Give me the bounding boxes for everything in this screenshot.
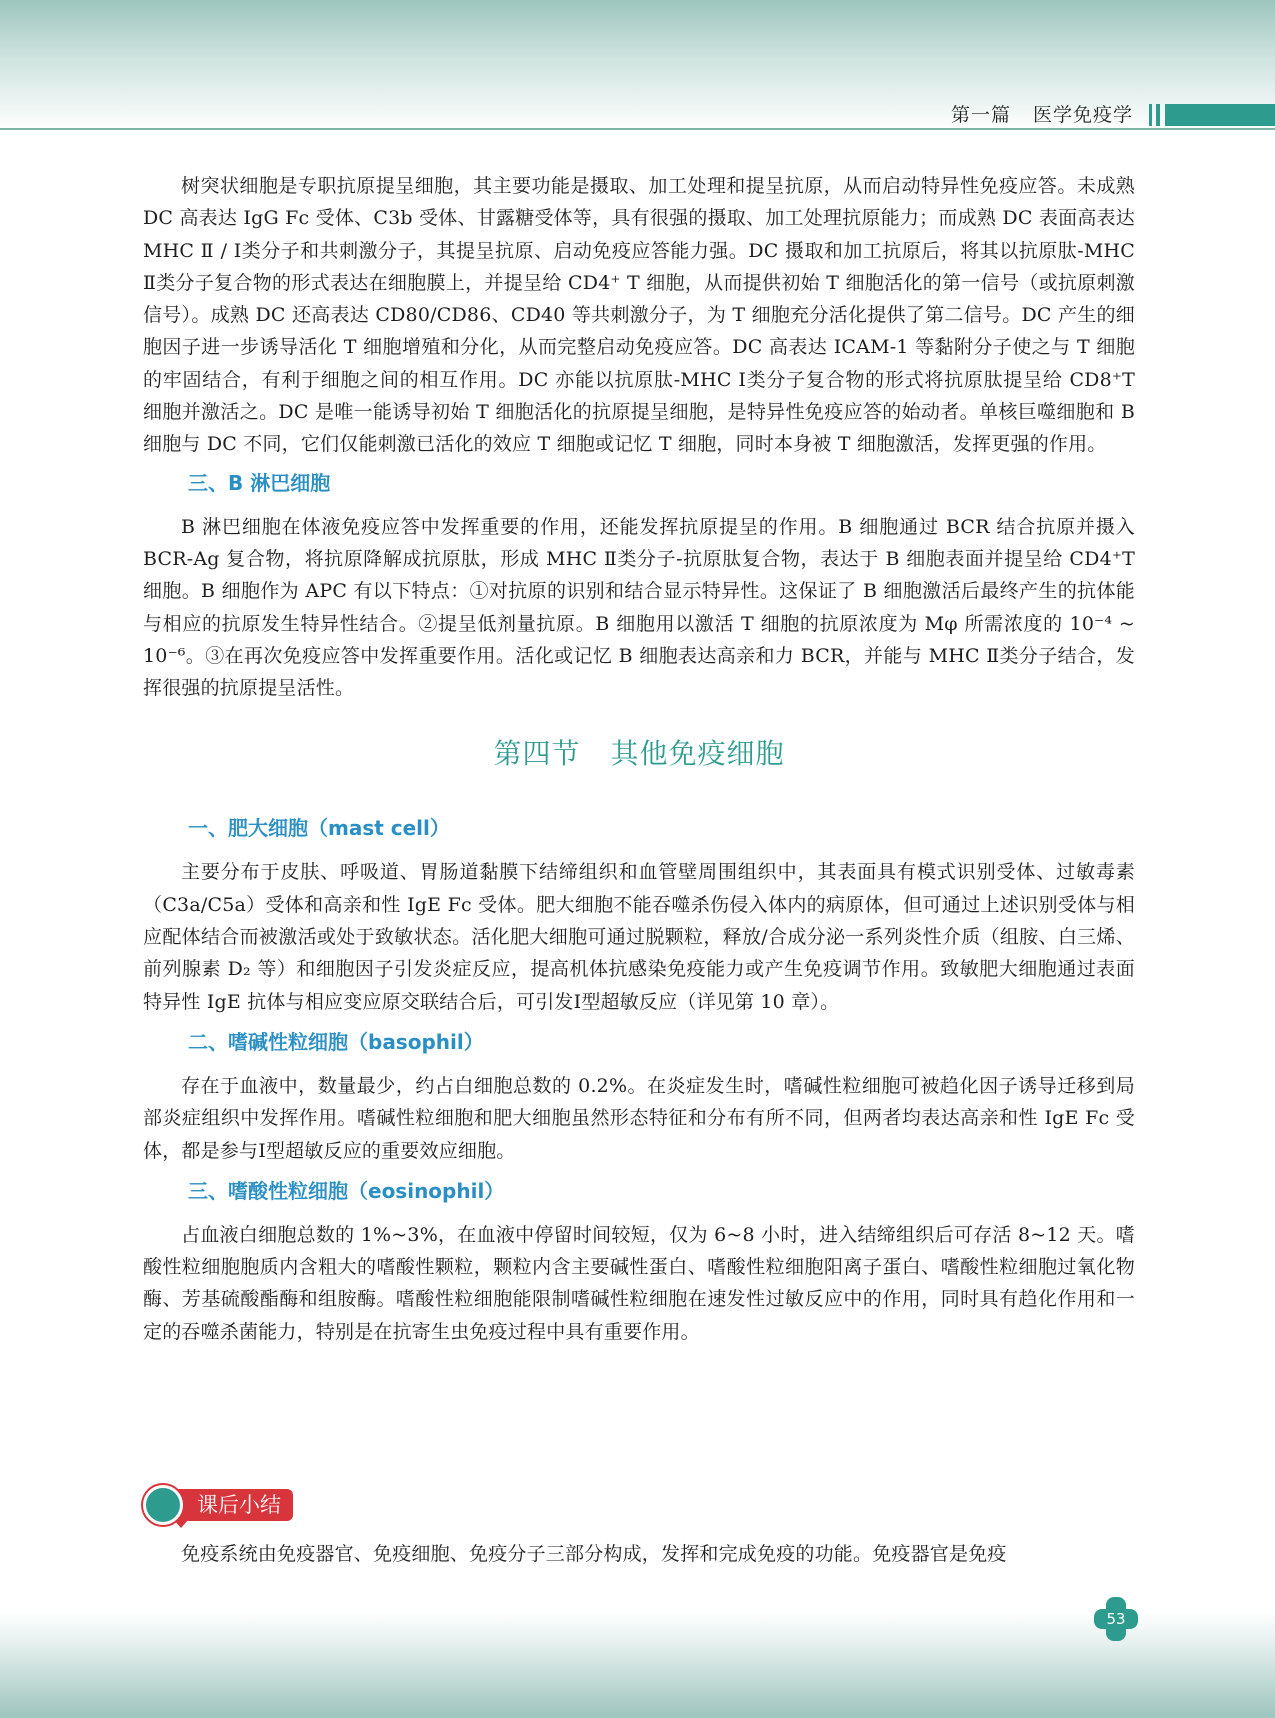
mast-cell-paragraph: 主要分布于皮肤、呼吸道、胃肠道黏膜下结缔组织和血管壁周围组织中，其表面具有模式识别受体、过敏毒素（C3a/C5a）受体和高亲和性 IgE Fc 受体。肥大细胞不能吞噬杀伤侵入体内的病原体，但可通过上述识别受体与相应配体结合而被激活或处于致敏状态。活化肥大细胞可通过脱颗粒，释放/合成分泌一系列炎性介质（组胺、白三烯、前列腺素 D₂ 等）和细胞因子引发炎症反应，提高机体抗感染免疫能力或产生免疫调节作用。致敏肥大细胞通过表面特异性 IgE 抗体与相应变应原交联结合后，可引发Ⅰ型超敏反应（详见第 10 章）。 bbox=[143, 861, 1135, 1013]
section-name: 其他免疫细胞 bbox=[610, 737, 785, 771]
header-title: 医学免疫学 bbox=[1032, 104, 1133, 126]
eosinophil-heading: 三、嗜酸性粒细胞（eosinophil） bbox=[188, 1178, 505, 1203]
page-content bbox=[143, 170, 1135, 1348]
dc-paragraph: 树突状细胞是专职抗原提呈细胞，其主要功能是摄取、加工处理和提呈抗原，从而启动特异性免疫应答。未成熟 DC 高表达 IgG Fc 受体、C3b 受体、甘露糖受体等，具有很强的摄取、加工处理抗原能力；而成熟 DC 表面高表达 MHC Ⅱ / Ⅰ类分子和共刺激分子，其提呈抗原、启动免疫应答能力强。DC 摄取和加工抗原后，将其以抗原肽-MHC Ⅱ类分子复合物的形式表达在细胞膜上，并提呈给 CD4⁺ T 细胞，从而提供初始 T 细胞活化的第一信号（或抗原刺激信号）。成熟 DC 还高表达 CD80/CD86、CD40 等共刺激分子，为 T 细胞充分活化提供了第二信号。DC 产生的细胞因子进一步诱导活化 T 细胞增殖和分化，从而完整启动免疫应答。DC 高表达 ICAM-1 等黏附分子使之与 T 细胞的牢固结合，有利于细胞之间的相互作用。DC 亦能以抗原肽-MHC Ⅰ类分子复合物的形式将抗原肽提呈给 CD8⁺T 细胞并激活之。DC 是唯一能诱导初始 T 细胞活化的抗原提呈细胞，是特异性免疫应答的始动者。单核巨噬细胞和 B 细胞与 DC 不同，它们仅能刺激已活化的效应 T 细胞或记忆 T 细胞，同时本身被 T 细胞激活，发挥更强的作用。 bbox=[143, 175, 1135, 456]
b-lymphocyte-paragraph: B 淋巴细胞在体液免疫应答中发挥重要的作用，还能发挥抗原提呈的作用。B 细胞通过 BCR 结合抗原并摄入 BCR-Ag 复合物，将抗原降解成抗原肽，形成 MHC Ⅱ类分子-抗原肽复合物，表达于 B 细胞表面并提呈给 CD4⁺T 细胞。B 细胞作为 APC 有以下特点：①对抗原的识别和结合显示特异性。这保证了 B 细胞激活后最终产生的抗体能与相应的抗原发生特异性结合。②提呈低剂量抗原。B 细胞用以激活 T 细胞的抗原浓度为 Mφ 所需浓度的 10⁻⁴ ~ 10⁻⁶。③在再次免疫应答中发挥重要作用。活化或记忆 B 细胞表达高亲和力 BCR，并能与 MHC Ⅱ类分子结合，发挥很强的抗原提呈活性。 bbox=[143, 515, 1135, 700]
stethoscope-icon bbox=[143, 1485, 183, 1525]
mast-cell-heading: 一、肥大细胞（mast cell） bbox=[188, 816, 450, 841]
summary-section bbox=[143, 1538, 1135, 1570]
summary-badge bbox=[143, 1485, 295, 1525]
header-bars-decoration bbox=[1143, 104, 1275, 126]
basophil-paragraph: 存在于血液中，数量最少，约占白细胞总数的 0.2%。在炎症发生时，嗜碱性粒细胞可被趋化因子诱导迁移到局部炎症组织中发挥作用。嗜碱性粒细胞和肥大细胞虽然形态特征和分布有所不同，但两者均表达高亲和性 IgE Fc 受体，都是参与Ⅰ型超敏反应的重要效应细胞。 bbox=[143, 1074, 1135, 1162]
eosinophil-paragraph: 占血液白细胞总数的 1%~3%，在血液中停留时间较短，仅为 6~8 小时，进入结缔组织后可存活 8~12 天。嗜酸性粒细胞胞质内含粗大的嗜酸性颗粒，颗粒内含主要碱性蛋白、嗜酸性粒细胞阳离子蛋白、嗜酸性粒细胞过氧化物酶、芳基硫酸酯酶和组胺酶。嗜酸性粒细胞能限制嗜碱性粒细胞在速发性过敏反应中的作用，同时具有趋化作用和一定的吞噬杀菌能力，特别是在抗寄生虫免疫过程中具有重要作用。 bbox=[143, 1223, 1135, 1343]
running-header bbox=[951, 100, 1133, 127]
summary-paragraph: 免疫系统由免疫器官、免疫细胞、免疫分子三部分构成，发挥和完成免疫的功能。免疫器官是免疫 bbox=[181, 1543, 1007, 1565]
page-number-badge bbox=[1094, 1597, 1138, 1641]
page-number: 53 bbox=[1106, 1610, 1126, 1628]
section-title bbox=[143, 734, 1135, 774]
summary-label: 课后小结 bbox=[165, 1489, 293, 1521]
footer-band bbox=[0, 1612, 1275, 1718]
basophil-heading: 二、嗜碱性粒细胞（basophil） bbox=[188, 1029, 484, 1054]
header-part: 第一篇 bbox=[950, 104, 1011, 126]
b-lymphocyte-heading: 三、B 淋巴细胞 bbox=[188, 470, 331, 495]
header-rule bbox=[0, 128, 1275, 130]
section-number: 第四节 bbox=[493, 737, 581, 771]
